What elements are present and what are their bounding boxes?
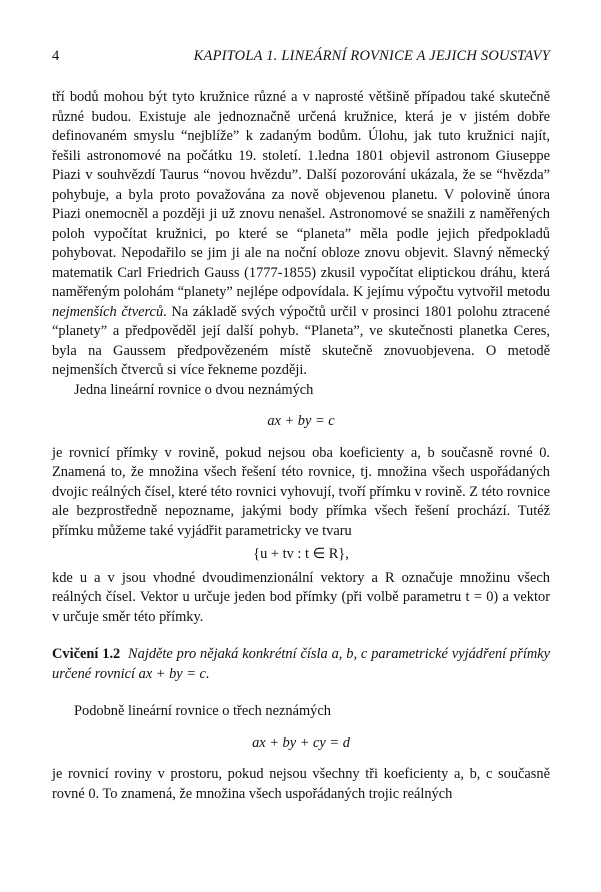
spacer [52, 627, 550, 645]
page-number: 4 [52, 48, 60, 64]
paragraph-intro-line: Jedna lineární rovnice o dvou neznámých [74, 381, 314, 398]
exercise-text: Najděte pro nějaká konkrétní čísla a, b, c parametrické vyjádření přímky určené rovnicí ax + by = c. [52, 646, 551, 682]
paragraph-vectors: kde u a v jsou vhodné dvoudimenzionální vektory a R označuje množinu všech reálných čísel. Vektor u určuje jeden bod přímky (při volbě parametru t = 0) a vektor v určuje směr této přímky. [52, 569, 550, 625]
paragraph-plane-in-space: je rovnicí roviny v prostoru, pokud nejsou všechny tři koeficienty a, b, c současně rovné 0. To znamená, že množina všech uspořádaných trojic reálných [52, 766, 550, 802]
spacer [52, 684, 550, 702]
equation-parametric: {u + tv : t ∈ R}, [253, 546, 349, 562]
equation-plane: ax + by + cy = d [252, 734, 350, 751]
equation-line: ax + by = c [267, 413, 335, 429]
paragraph-intro-plane: Podobně lineární rovnice o třech neznámých [74, 703, 331, 719]
emphasized-term: nejmenších čtverců [52, 303, 164, 320]
paragraph-gauss-history [52, 88, 550, 381]
exercise-label: Cvičení 1.2 [52, 646, 121, 662]
paragraph-line-in-plane: je rovnicí přímky v rovině, pokud nejsou oba koeficienty a, b současně rovné 0. Znamená to, že množina všech řešení této rovnice, tj. množina všech uspořádaných dvojic reálných čísel, které této rovnici vyhovují, tvoří přímku v rovině. Z této rovnice ale bezprostředně nepozname, jakými body přímka všech řešení prochází. Tutéž přímku můžeme také vyjádřit parametricky ve tvaru [52, 444, 550, 539]
exercise-block [52, 645, 550, 684]
running-head: KAPITOLA 1. LINEÁRNÍ ROVNICE A JEJICH SOUSTAVY [193, 48, 550, 64]
paragraph-text: . Na základě svých výpočtů určil v prosinci 1801 polohu ztracené “planety” a předpověděl její další pohyb. “Planeta”, ve skutečnosti planetka Ceres, byla na Gaussem předpovězeném místě skutečně znovuobjevena. O metodě nejmenších čtverců si více řekneme později. [52, 303, 550, 378]
page-body [52, 88, 550, 804]
paragraph-text: tří bodů mohou být tyto kružnice různé a v naprosté většině případou také skutečně různé budou. Existuje ale jednoznačně určená kružnice, která je v jistém dobře definovaném smyslu “nejblíže” k zadaným bodům. Úlohu, jak tuto kružnici najít, řešili astronomové na počátku 19. století. 1.ledna 1801 objevil astronom Giuseppe Piazi v souhvězdí Taurus “novou hvězdu”. Další pozorování ukázala, že se “hvězda” pohybuje, a byla proto považována za nově objevenou planetu. V polovině února Piazi onemocněl a později ji už znovu nenašel. Astronomové se snažili z naměřených poloh vypočítat kružnici, po které se “planeta” měla podle jejich předpokladů pohybovat. Nepodařilo se jim ji ale na noční obloze znovu objevit. Slavný německý matematik Carl Friedrich Gauss (1777-1855) zkusil vypočítat eliptickou dráhu, která naměřeným polohám “planety” nejlépe odpovídala. K jejímu výpočtu vytvořil metodu [52, 89, 550, 300]
